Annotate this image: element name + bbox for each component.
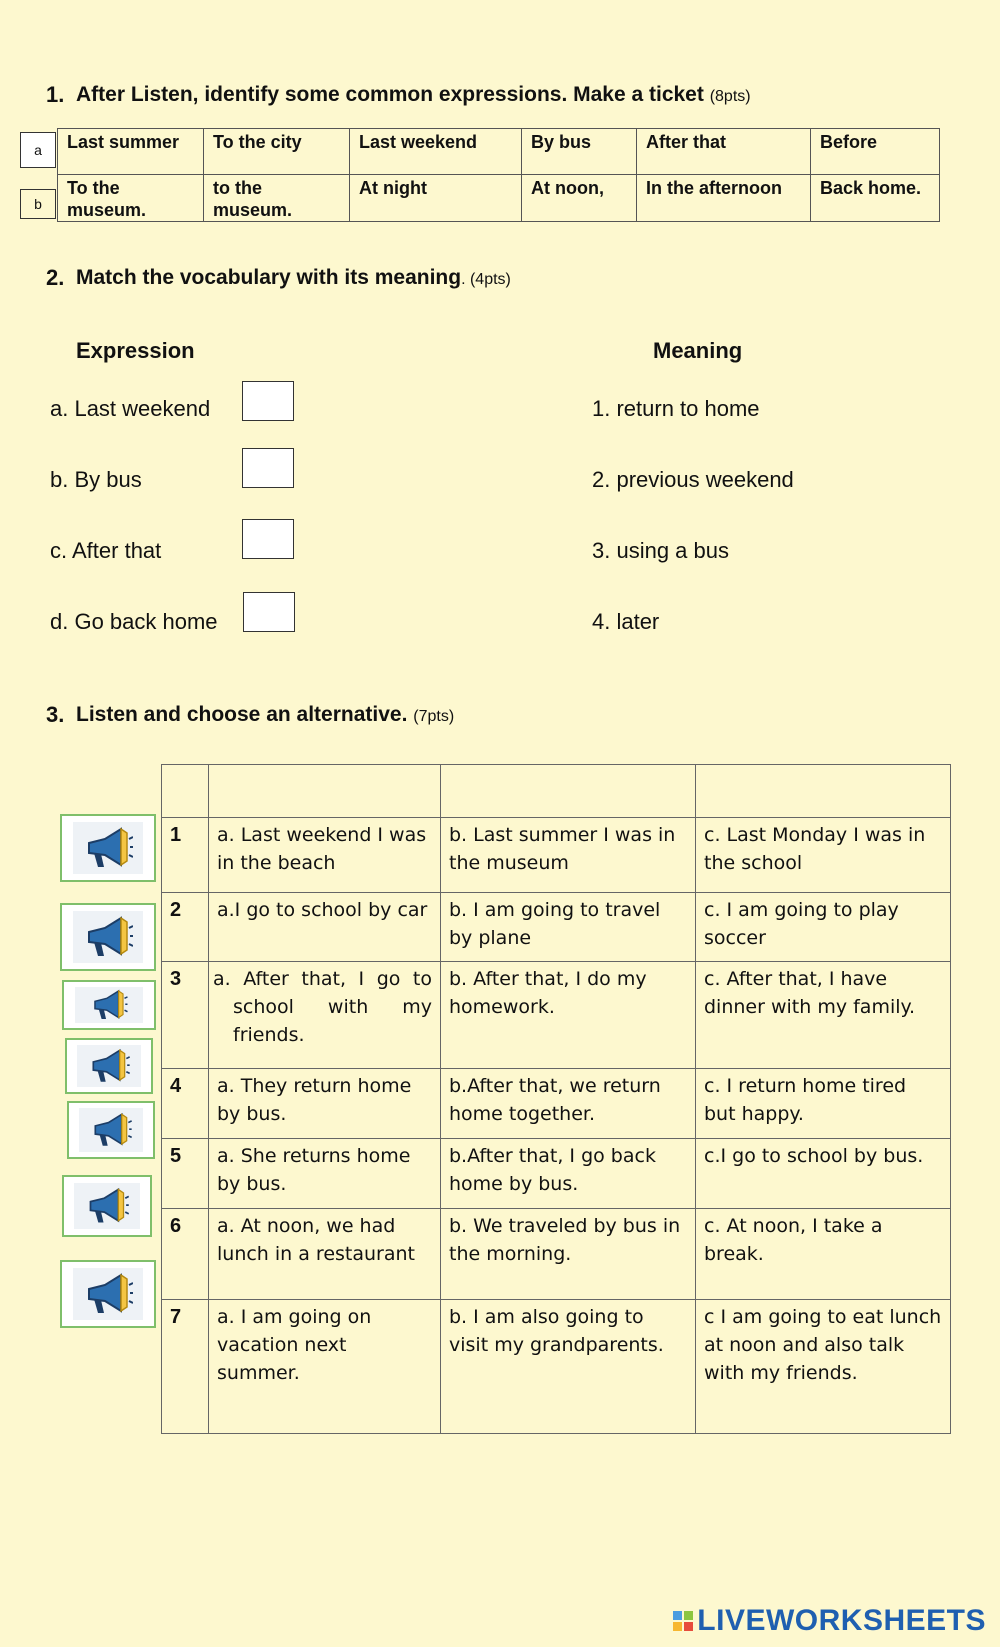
megaphone-icon	[83, 825, 133, 871]
alternatives-table	[161, 764, 951, 1434]
megaphone-icon	[88, 1047, 130, 1085]
row-label-b[interactable]: b	[20, 189, 56, 219]
section3-points: (7pts)	[413, 708, 455, 725]
logo-mark-icon	[673, 1611, 693, 1631]
option-b[interactable]: b. I am going to travel by plane	[441, 893, 696, 962]
ticket-cell[interactable]: At noon,	[522, 175, 637, 222]
audio-button-7[interactable]	[60, 1260, 156, 1328]
ticket-cell[interactable]: Last weekend	[350, 129, 522, 175]
table-row	[162, 818, 951, 893]
section1-title-text: After Listen, identify some common expressions. Make a ticket	[76, 83, 704, 106]
meaning-item: 4. later	[592, 609, 660, 634]
answer-box-a[interactable]	[242, 381, 294, 421]
meaning-item: 1. return to home	[592, 396, 760, 421]
section2-points: . (4pts)	[461, 271, 511, 288]
row-number: 7	[162, 1300, 209, 1434]
expression-item: c. After that	[50, 538, 162, 563]
row-number: 1	[162, 818, 209, 893]
expression-item: a. Last weekend	[50, 396, 211, 421]
row-number: 6	[162, 1209, 209, 1300]
row-number: 5	[162, 1139, 209, 1209]
empty-header-cell	[209, 765, 441, 818]
table-row	[162, 1209, 951, 1300]
ticket-cell[interactable]: Back home.	[811, 175, 940, 222]
option-a[interactable]: a. I am going on vacation next summer.	[209, 1300, 441, 1434]
answer-box-c[interactable]	[242, 519, 294, 559]
audio-button-4[interactable]	[65, 1038, 153, 1094]
option-b[interactable]: b. I am also going to visit my grandparents.	[441, 1300, 696, 1434]
expression-header: Expression	[76, 338, 195, 363]
table-row	[162, 1300, 951, 1434]
ticket-cell[interactable]: Last summer	[58, 129, 204, 175]
table-row	[162, 962, 951, 1069]
table-row	[162, 1139, 951, 1209]
option-a[interactable]: a. After that, I go to school with my friends.	[209, 962, 441, 1069]
option-c[interactable]: c I am going to eat lunch at noon and also talk with my friends.	[696, 1300, 951, 1434]
section1-title	[76, 83, 751, 107]
row-label-a[interactable]: a	[20, 132, 56, 168]
section3-title-text: Listen and choose an alternative.	[76, 703, 408, 726]
audio-button-2[interactable]	[60, 903, 156, 971]
meaning-header: Meaning	[653, 338, 743, 363]
section1-points: (8pts)	[709, 88, 751, 105]
table-row	[162, 1069, 951, 1139]
section1-number: 1.	[46, 82, 65, 107]
meaning-item: 3. using a bus	[592, 538, 729, 563]
megaphone-icon	[83, 1271, 133, 1317]
megaphone-icon	[90, 1111, 132, 1149]
megaphone-icon	[85, 1186, 129, 1226]
option-a[interactable]: a. She returns home by bus.	[209, 1139, 441, 1209]
row-number: 3	[162, 962, 209, 1069]
section2-title	[76, 266, 511, 290]
audio-button-5[interactable]	[67, 1101, 155, 1159]
ticket-cell[interactable]: After that	[637, 129, 811, 175]
ticket-cell[interactable]: At night	[350, 175, 522, 222]
option-c[interactable]: c. I am going to play soccer	[696, 893, 951, 962]
option-c[interactable]: c. At noon, I take a break.	[696, 1209, 951, 1300]
option-a[interactable]: a. Last weekend I was in the beach	[209, 818, 441, 893]
option-b[interactable]: b.After that, we return home together.	[441, 1069, 696, 1139]
option-c[interactable]: c. After that, I have dinner with my family.	[696, 962, 951, 1069]
ticket-cell[interactable]: By bus	[522, 129, 637, 175]
section2-title-text: Match the vocabulary with its meaning	[76, 266, 462, 289]
brand-name: LIVEWORKSHEETS	[697, 1604, 986, 1637]
audio-button-1[interactable]	[60, 814, 156, 882]
table-row	[162, 893, 951, 962]
answer-box-d[interactable]	[243, 592, 295, 632]
option-a[interactable]: a. At noon, we had lunch in a restaurant	[209, 1209, 441, 1300]
table-row	[58, 175, 940, 222]
ticket-cell[interactable]: In the afternoon	[637, 175, 811, 222]
audio-button-6[interactable]	[62, 1175, 152, 1237]
empty-header-cell	[441, 765, 696, 818]
option-a[interactable]: a. They return home by bus.	[209, 1069, 441, 1139]
option-c[interactable]: c. I return home tired but happy.	[696, 1069, 951, 1139]
expressions-ticket-table	[57, 128, 940, 222]
option-a[interactable]: a.I go to school by car	[209, 893, 441, 962]
empty-header-cell	[696, 765, 951, 818]
section2-number: 2.	[46, 265, 65, 290]
table-row	[58, 129, 940, 175]
audio-button-3[interactable]	[62, 980, 156, 1030]
expression-item: b. By bus	[50, 467, 142, 492]
row-number: 4	[162, 1069, 209, 1139]
option-b[interactable]: b. Last summer I was in the museum	[441, 818, 696, 893]
option-b[interactable]: b. We traveled by bus in the morning.	[441, 1209, 696, 1300]
meaning-item: 2. previous weekend	[592, 467, 794, 492]
expression-item: d. Go back home	[50, 609, 218, 634]
section3-title	[76, 703, 454, 727]
empty-header-cell	[162, 765, 209, 818]
liveworksheets-logo	[673, 1604, 986, 1638]
option-b[interactable]: b.After that, I go back home by bus.	[441, 1139, 696, 1209]
option-c[interactable]: c.I go to school by bus.	[696, 1139, 951, 1209]
megaphone-icon	[89, 988, 129, 1022]
ticket-cell[interactable]: To the museum.	[58, 175, 204, 222]
megaphone-icon	[83, 914, 133, 960]
ticket-cell[interactable]: to the museum.	[204, 175, 350, 222]
option-b[interactable]: b. After that, I do my homework.	[441, 962, 696, 1069]
answer-box-b[interactable]	[242, 448, 294, 488]
table-header-row	[162, 765, 951, 818]
row-number: 2	[162, 893, 209, 962]
section3-number: 3.	[46, 702, 65, 727]
ticket-cell[interactable]: Before	[811, 129, 940, 175]
option-c[interactable]: c. Last Monday I was in the school	[696, 818, 951, 893]
ticket-cell[interactable]: To the city	[204, 129, 350, 175]
